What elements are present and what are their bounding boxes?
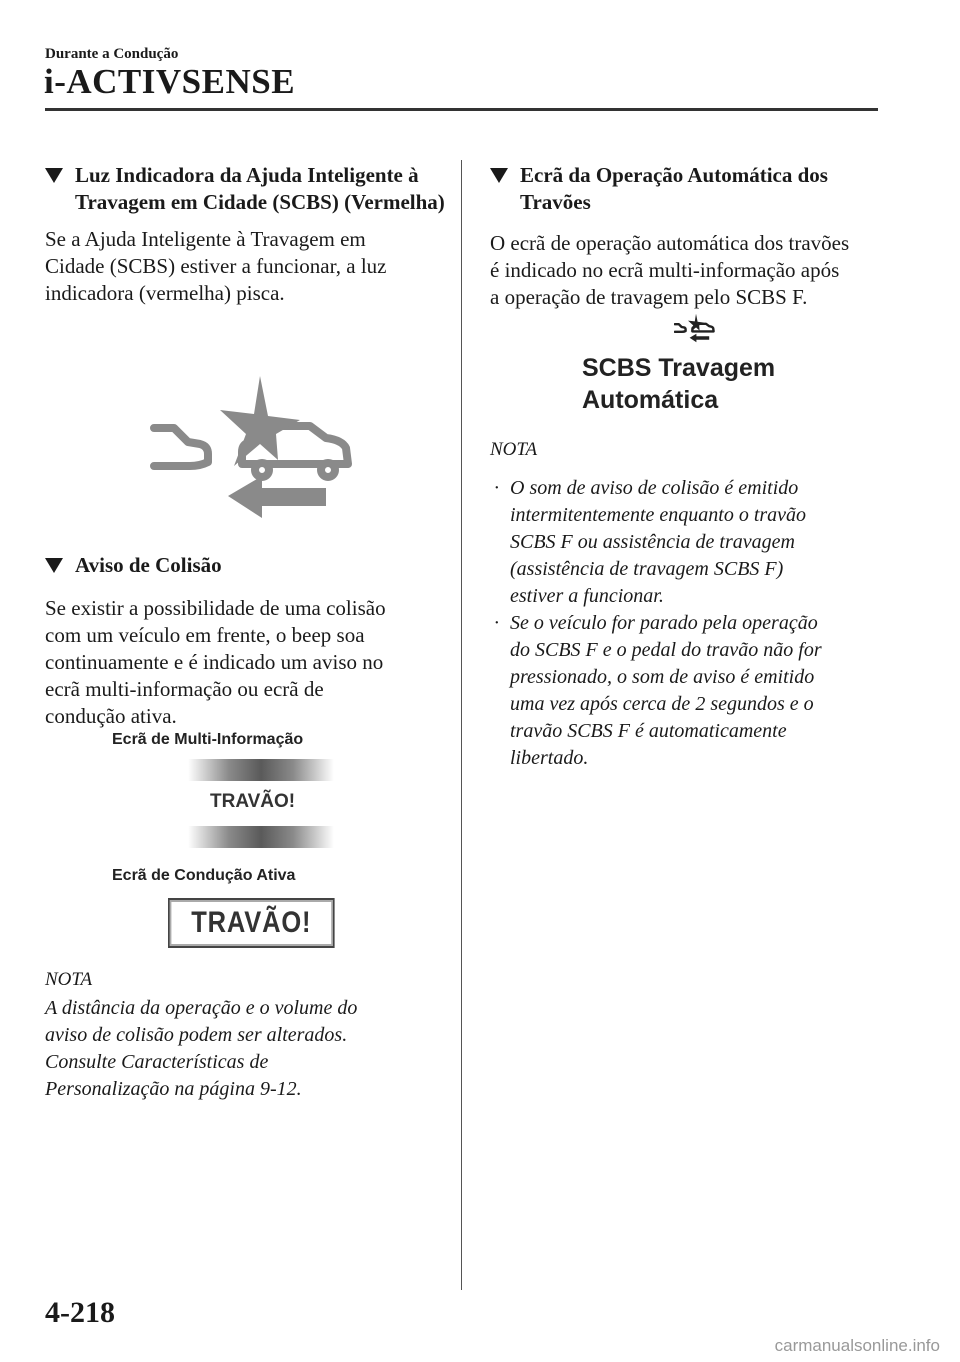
auto-brake-display-message: SCBS Travagem Automática	[582, 354, 776, 414]
note-text: A distância da operação e o volume do aviso de colisão podem ser alterados. Consulte Características de Personalização na página 9-12.	[45, 997, 358, 1100]
multi-info-bar-bottom	[188, 826, 334, 848]
collision-warning-text: Se existir a possibilidade de uma colisão com um veículo em frente, o beep soa continuamente e é indicado um aviso no ecrã multi-informação ou ecrã de condução ativa.	[45, 596, 386, 728]
left-column	[45, 162, 445, 307]
right-column	[490, 162, 900, 311]
heading-auto-brake-display: Ecrã da Operação Automática dos Travões	[490, 162, 900, 216]
triangle-bullet-icon	[45, 558, 63, 573]
scbs-warning-icon	[150, 372, 360, 522]
page-number: 4-218	[45, 1296, 115, 1329]
left-note	[45, 966, 445, 1103]
heading-scbs-indicator: Luz Indicadora da Ajuda Inteligente à Travagem em Cidade (SCBS) (Vermelha)	[45, 162, 445, 216]
right-note	[490, 436, 900, 772]
caption-active-driving: Ecrã de Condução Ativa	[112, 867, 296, 884]
column-divider	[461, 160, 462, 1290]
active-driving-brake-box: TRAVÃO!	[168, 898, 335, 948]
multi-info-brake-text: TRAVÃO!	[210, 791, 296, 812]
bullet-dot-icon: ·	[494, 612, 499, 634]
note-bullet-1: · O som de aviso de colisão é emitido intermitentemente enquanto o travão SCBS F ou assistência de travagem (assistência de travagem SCBS F) estiver a funcionar.	[494, 477, 807, 607]
scbs-small-icon	[674, 312, 716, 344]
triangle-bullet-icon	[490, 168, 508, 183]
multi-info-bar-top	[188, 759, 334, 781]
heading-collision-warning: Aviso de Colisão	[45, 552, 445, 579]
section-label: Durante a Condução	[45, 46, 179, 62]
note-bullet-2: · Se o veículo for parado pela operação do SCBS F e o pedal do travão não for pressionado, o som de aviso é emitido uma vez após cerca de 2 segundos e o travão SCBS F é automaticamente libertado.	[494, 612, 822, 769]
note-title: NOTA	[45, 969, 93, 990]
auto-brake-text: O ecrã de operação automática dos travões é indicado no ecrã multi-informação após a operação de travagem pelo SCBS F.	[490, 231, 850, 309]
note-title: NOTA	[490, 439, 538, 460]
scbs-indicator-text: Se a Ajuda Inteligente à Travagem em Cidade (SCBS) estiver a funcionar, a luz indicadora (vermelha) pisca.	[45, 227, 387, 305]
bullet-dot-icon: ·	[494, 477, 499, 499]
header-rule	[45, 108, 878, 111]
left-column-2	[45, 552, 445, 730]
watermark[interactable]: carmanualsonline.info	[774, 1336, 940, 1355]
chapter-title: i-ACTIVSENSE	[44, 62, 296, 101]
caption-multi-info: Ecrã de Multi-Informação	[112, 731, 304, 748]
triangle-bullet-icon	[45, 168, 63, 183]
